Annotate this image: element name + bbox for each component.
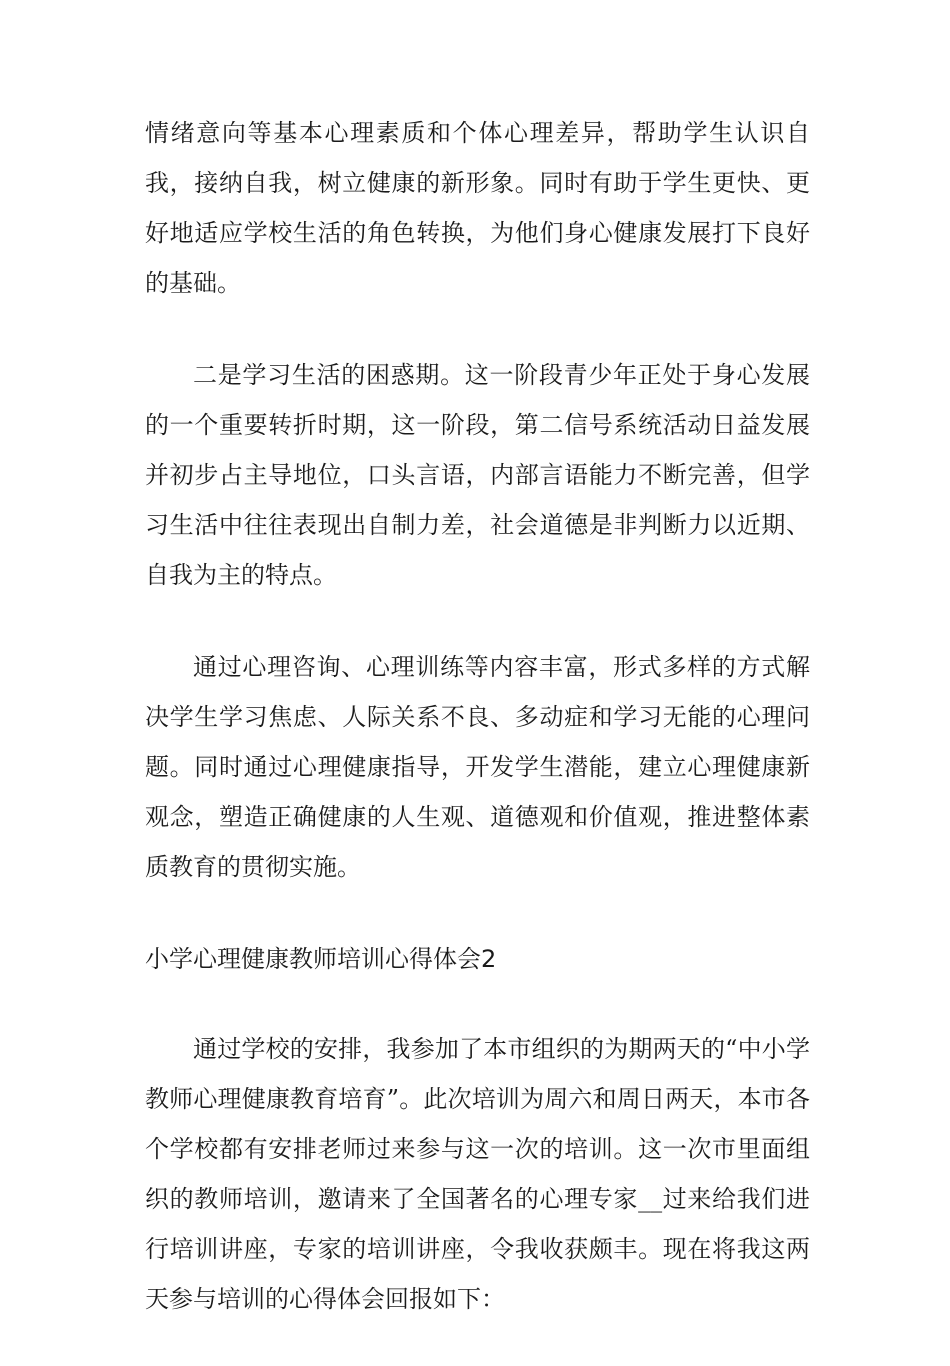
paragraph-4: 通过学校的安排，我参加了本市组织的为期两天的“中小学教师心理健康教育培育”。此次培训为周六和周日两天，本市各个学校都有安排老师过来参与这一次的培训。这一次市里面组织的教师培训，邀请来了全国著名的心理专家__过来给我们进行培训讲座，专家的培训讲座，令我收获颇丰。现在将我这两天参与培训的心得体会回报如下： xyxy=(145,1035,810,1313)
paragraph-3: 通过心理咨询、心理训练等内容丰富，形式多样的方式解决学生学习焦虑、人际关系不良、多动症和学习无能的心理问题。同时通过心理健康指导，开发学生潜能，建立心理健康新观念，塑造正确健康的人生观、道德观和价值观，推进整体素质教育的贯彻实施。 xyxy=(145,653,810,881)
paragraph-2: 二是学习生活的困惑期。这一阶段青少年正处于身心发展的一个重要转折时期，这一阶段，第二信号系统活动日益发展并初步占主导地位，口头言语，内部言语能力不断完善，但学习生活中往往表现出自制力差，社会道德是非判断力以近期、自我为主的特点。 xyxy=(145,361,810,589)
section-heading: 小学心理健康教师培训心得体会2 xyxy=(145,945,497,973)
paragraph-1: 情绪意向等基本心理素质和个体心理差异，帮助学生认识自我，接纳自我，树立健康的新形象。同时有助于学生更快、更好地适应学校生活的角色转换，为他们身心健康发展打下良好的基础。 xyxy=(145,119,810,297)
document-body xyxy=(145,108,810,1366)
